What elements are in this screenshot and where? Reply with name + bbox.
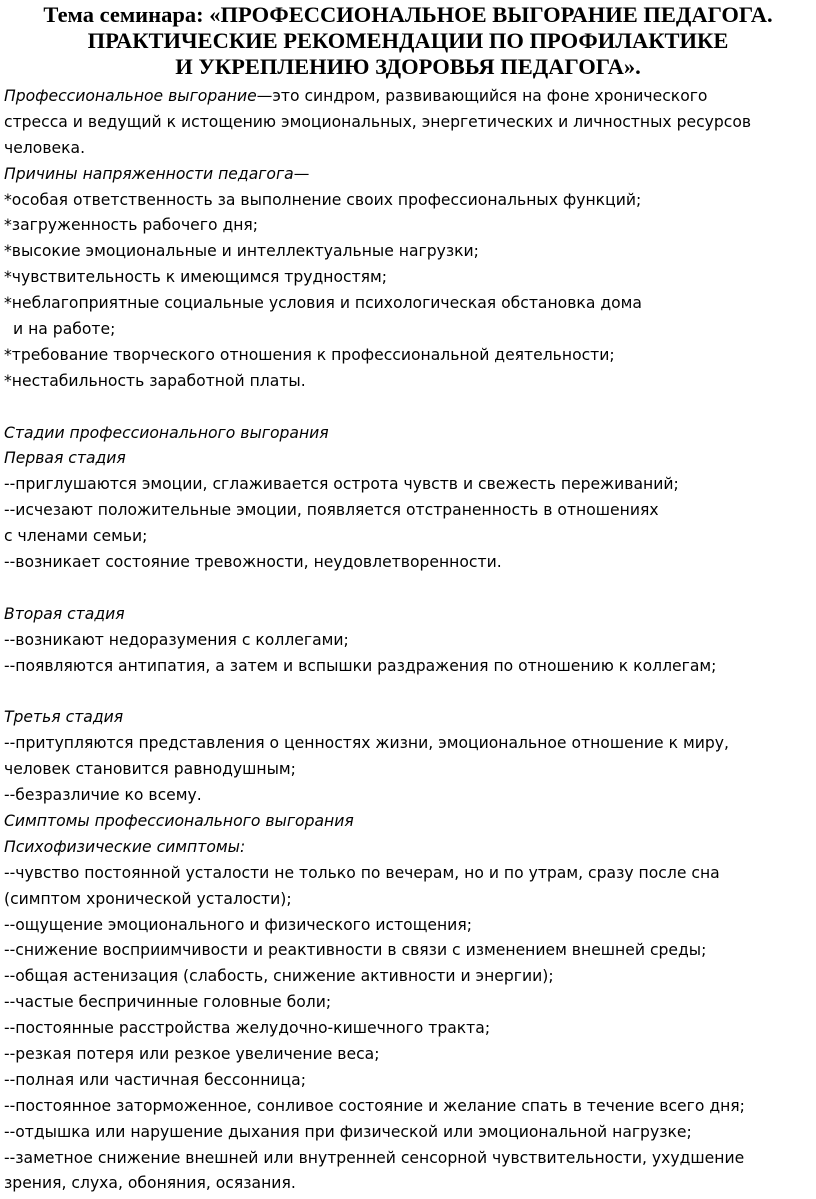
seminar-title	[0, 2, 816, 80]
spacer	[4, 576, 812, 602]
stage-three-line: человек становится равнодушным;	[4, 760, 296, 779]
stage-two-line: --возникают недоразумения с коллегами;	[4, 630, 349, 649]
stage-one-heading: Первая стадия	[4, 449, 126, 468]
stage-one-line: --приглушаются эмоции, сглаживается острота чувств и свежесть переживаний;	[4, 475, 679, 494]
causes-heading-dash: —	[293, 164, 310, 183]
psychophysical-heading: Психофизические симптомы:	[4, 837, 246, 856]
symptom-line: --постоянные расстройства желудочно-кишечного тракта;	[4, 1019, 491, 1038]
symptom-line: --полная или частичная бессонница;	[4, 1070, 306, 1089]
symptom-line: --чувство постоянной усталости не только по вечерам, но и по утрам, сразу после сна	[4, 863, 720, 882]
cause-item: *высокие эмоциональные и интеллектуальные нагрузки;	[4, 242, 479, 261]
stage-three-line: --притупляются представления о ценностях жизни, эмоциональное отношение к миру,	[4, 734, 729, 753]
cause-item-continuation: и на работе;	[13, 320, 116, 339]
cause-item: *загруженность рабочего дня;	[4, 216, 259, 235]
cause-item: *нестабильность заработной платы.	[4, 371, 306, 390]
symptom-line: --заметное снижение внешней или внутренней сенсорной чувствительности, ухудшение	[4, 1148, 745, 1167]
stage-three-line: --безразличие ко всему.	[4, 786, 202, 805]
causes-heading-line	[4, 162, 812, 188]
title-line: ПРАКТИЧЕСКИЕ РЕКОМЕНДАЦИИ ПО ПРОФИЛАКТИКЕ	[87, 28, 729, 53]
cause-item: *неблагоприятные социальные условия и психологическая обстановка дома	[4, 294, 642, 313]
symptoms-heading: Симптомы профессионального выгорания	[4, 811, 354, 830]
title-line: Тема семинара: «ПРОФЕССИОНАЛЬНОЕ ВЫГОРАНИЕ ПЕДАГОГА.	[43, 2, 773, 27]
definition-line: стресса и ведущий к истощению эмоциональных, энергетических и личностных ресурсов	[4, 112, 752, 131]
symptom-line: --отдышка или нарушение дыхания при физической или эмоциональной нагрузке;	[4, 1122, 692, 1141]
stage-two-line: --появляются антипатия, а затем и вспышки раздражения по отношению к коллегам;	[4, 656, 717, 675]
symptom-line: --постоянное заторможенное, сонливое состояние и желание спать в течение всего дня;	[4, 1096, 745, 1115]
spacer	[4, 395, 812, 421]
definition-line: человека.	[4, 138, 86, 157]
causes-heading: Причины напряженности педагога	[4, 164, 294, 183]
definition-text: —это синдром, развивающийся на фоне хронического	[256, 87, 708, 105]
title-line: И УКРЕПЛЕНИЮ ЗДОРОВЬЯ ПЕДАГОГА».	[175, 54, 641, 79]
stage-two-heading: Вторая стадия	[4, 604, 125, 623]
cause-item: *чувствительность к имеющимся трудностям;	[4, 268, 388, 287]
symptom-line: --общая астенизация (слабость, снижение активности и энергии);	[4, 967, 554, 986]
stage-one-line: с членами семьи;	[4, 527, 148, 546]
document-body	[4, 84, 812, 1197]
symptom-line: --резкая потеря или резкое увеличение веса;	[4, 1044, 380, 1063]
symptom-line: зрения, слуха, обоняния, осязания.	[4, 1174, 296, 1193]
symptom-line: --частые беспричинные головные боли;	[4, 993, 332, 1012]
symptom-line: --ощущение эмоционального и физического истощения;	[4, 915, 472, 934]
spacer	[4, 679, 812, 705]
stage-three-heading: Третья стадия	[4, 708, 124, 727]
stages-heading: Стадии профессионального выгорания	[4, 423, 329, 442]
cause-item: *особая ответственность за выполнение своих профессиональных функций;	[4, 190, 642, 209]
stage-one-line: --исчезают положительные эмоции, появляется отстраненность в отношениях	[4, 501, 659, 520]
cause-item: *требование творческого отношения к профессиональной деятельности;	[4, 345, 615, 364]
stage-one-line: --возникает состояние тревожности, неудовлетворенности.	[4, 553, 502, 572]
symptom-line: (симптом хронической усталости);	[4, 889, 292, 908]
symptom-line: --снижение восприимчивости и реактивности в связи с изменением внешней среды;	[4, 941, 707, 960]
definition-term: Профессиональное выгорание	[4, 87, 257, 105]
definition-line	[4, 84, 812, 110]
